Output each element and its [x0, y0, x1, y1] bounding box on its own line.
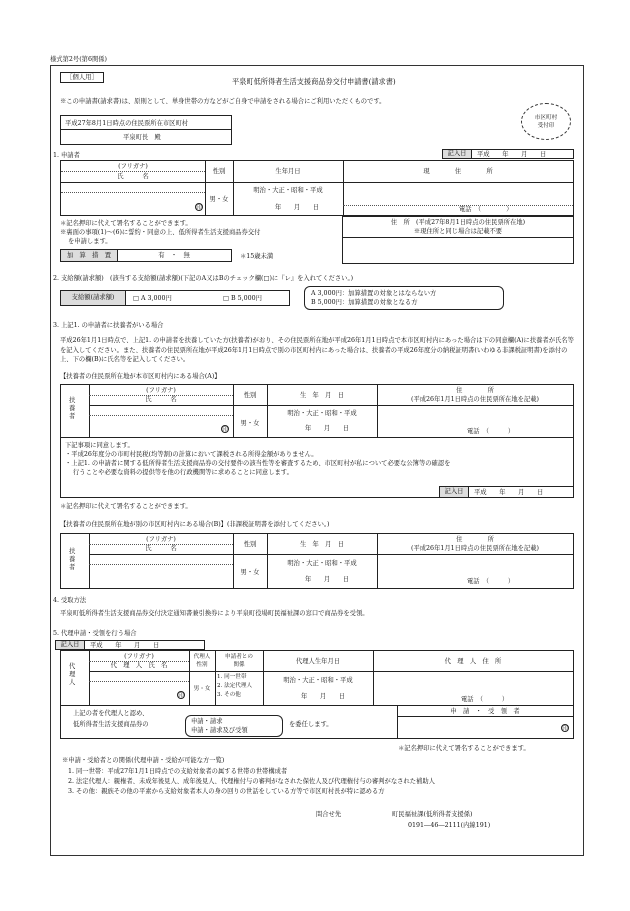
s3a-furigana-label: (フリガナ)	[146, 387, 176, 394]
stamp-label-2: 受付印	[537, 123, 555, 129]
addressee-box	[60, 115, 232, 145]
bonus-box	[60, 249, 232, 262]
s3a-sex-value[interactable]: 男・女	[240, 420, 260, 427]
amount-option-a[interactable]: □ A 3,000円	[133, 295, 172, 302]
relation-list-title: ※申請・受給者との関係(代理申請・受給が可能な方一覧)	[62, 757, 225, 764]
s5-ymd[interactable]: 年 月 日	[301, 693, 346, 700]
contact-department: 町民福祉課(低所得者支援係)	[392, 811, 473, 818]
s1-sex-label: 性別	[212, 168, 226, 175]
section3-explanation: 平成26年1月1日時点で、上記1. の申請者を扶養していた方(扶養者)がおり、その住民票所在地が平成26年1月1日時点で本市区町村内にあった場合は下の同意欄(A)に扶養者が氏名等を記入してください。また、扶養者の住民票所在地が平成26年1月1日時点で別の市区町村内にあった場合は、扶養者の平成26年度分の納税証明書(いわゆる非課税証明書)を添付の上、下の欄(B)に氏名等を記入してください。	[60, 337, 574, 363]
s3-entry-label: 記入日	[440, 487, 468, 497]
s1-address-label: 現 住 所	[423, 168, 493, 175]
consent-line-2: ・平成26年度分の市町村民税(均等割)の計算において課税される所得金額がありません。	[65, 451, 318, 458]
s5-furigana-label: (フリガナ)	[124, 653, 154, 660]
delegation-choice	[185, 715, 283, 737]
section3-heading: 3. 上記1. の申請者に扶養者がいる場合	[53, 322, 164, 329]
delegation-box	[60, 705, 574, 739]
s1-dob-label: 生年月日	[275, 168, 301, 175]
supporter-table-b	[60, 533, 574, 589]
s1-note-consent-2: を申請します。	[68, 238, 112, 245]
amount-label: 支給額(請求額)	[61, 291, 125, 305]
amount-box	[60, 290, 290, 306]
s3a-phone[interactable]: 電話 （ ）	[467, 428, 515, 435]
delegation-line-3: を委任します。	[289, 721, 333, 728]
consent-line-3: ・上記1. の申請者に関する低所得者生活支援商品券の交付要件の該当性等を審査するため、市区町村が私について必要な公簿等の確認を	[65, 460, 451, 467]
stamp-label: 市区町村	[534, 115, 558, 121]
s1-phone[interactable]: 電話 （ ）	[459, 206, 513, 213]
s3b-sex-label: 性別	[243, 541, 257, 548]
s3a-address-basis: (平成26年1月1日時点の住民票所在地を記載)	[411, 396, 539, 403]
amount-option-b[interactable]: □ B 5,000円	[223, 295, 262, 302]
section2-heading: 2. 支給額(請求額) (該当する支給額(請求額)(下記のA又はBのチェック欄(□)に『レ』を入れてください。)	[53, 275, 354, 282]
personal-tag: ［個人用］	[60, 72, 104, 83]
amount-notes	[304, 286, 504, 310]
s3b-phone[interactable]: 電話 （ ）	[467, 578, 515, 585]
supporter-label-a: 扶養者	[69, 397, 76, 420]
s5-entry-label: 記入日	[56, 641, 84, 649]
s3a-dob-label: 生 年 月 日	[299, 392, 345, 399]
s5-rel-option-2[interactable]: 2. 法定代理人	[217, 683, 253, 689]
basis-address-box	[342, 216, 574, 264]
relation-item-3: 3. その他：親族その他の平素から支給対象者本人の身の回りの世話をしている方等で市区町村長が特に認める方	[68, 788, 385, 795]
s5-entry-date-box	[55, 640, 205, 650]
supporter-label-b: 扶養者	[69, 548, 76, 571]
s1-ymd[interactable]: 年 月 日	[275, 204, 320, 211]
s3a-address-label: 住 所	[456, 387, 494, 394]
s5-address-label: 代 理 人 住 所	[444, 658, 502, 665]
consent-line-1: 下記事項に同意します。	[65, 442, 134, 449]
s5-entry-date[interactable]: 平成 年 月 日	[90, 642, 160, 649]
s3b-furigana-label: (フリガナ)	[146, 536, 176, 543]
s1-sex-value[interactable]: 男・女	[209, 196, 229, 203]
choice-apply-receive[interactable]: 申請・請求及び受領	[191, 727, 248, 734]
s5-name-label: 代 理 人 氏 名	[110, 662, 168, 669]
s3b-era[interactable]: 明治・大正・昭和・平成	[287, 560, 357, 567]
s5-sex-value[interactable]: 男・女	[193, 686, 211, 692]
section3-subheading-a: 【扶養者の住民票所在地が本市区町村内にある場合(A)】	[60, 373, 221, 380]
section1-heading: 1. 申請者	[53, 152, 80, 159]
s1-entry-date[interactable]: 平成 年 月 日	[477, 151, 547, 158]
s3a-era[interactable]: 明治・大正・昭和・平成	[287, 410, 357, 417]
s3-seal-note: ＊記名押印に代えて署名することができます。	[60, 503, 192, 510]
delegation-line-1: 上記の者を代理人と認め、	[73, 710, 149, 717]
basis-address-label: 住 所 (平成27年8月1日時点の住民票所在地)	[390, 219, 526, 226]
s3b-name-label: 氏 名	[145, 545, 177, 552]
s5-seal-note: ＊記名押印に代えて署名することができます。	[398, 745, 530, 752]
applicant-table	[60, 160, 574, 216]
s5-era[interactable]: 明治・大正・昭和・平成	[283, 677, 353, 684]
s1-note-consent: ※裏面の事項(1)～(6)に誓約・同意の上、低所得者生活支援商品券交付	[60, 229, 261, 236]
supporter-table-a	[60, 384, 574, 438]
s3a-sex-label: 性別	[243, 392, 257, 399]
s5-rel-label-1: 申請者との	[225, 654, 253, 660]
s3b-sex-value[interactable]: 男・女	[240, 569, 260, 576]
s5-rel-option-1[interactable]: 1. 同一世帯	[217, 674, 247, 680]
intro-note: ※この申請書(請求書)は、原則として、単身世帯の方などがご自身で申請をされる場合にご利用いただくものです。	[60, 98, 386, 105]
consent-line-4: 行うことや必要な資料の提供等を他の行政機関等に求めることに同意します。	[73, 469, 293, 476]
basis-address-note: ※現住所と同じ場合は記載不要	[413, 228, 503, 235]
s5-sex-label-2: 性別	[196, 662, 208, 668]
proxy-table	[60, 650, 574, 706]
s3b-ymd[interactable]: 年 月 日	[305, 576, 350, 583]
s3-entry-date[interactable]: 平成 年 月 日	[474, 489, 544, 496]
reception-stamp-box	[521, 103, 571, 140]
s3a-seal-mark: 印	[222, 427, 228, 433]
amount-note-a: A 3,000円：加算措置の対象とはならない方	[311, 290, 437, 297]
s5-rel-option-3[interactable]: 3. その他	[217, 692, 241, 698]
s5-dob-label: 代理人生年月日	[295, 658, 341, 665]
s1-era[interactable]: 明治・大正・昭和・平成	[253, 187, 323, 194]
s3b-address-label: 住 所	[456, 536, 494, 543]
section4-body: 平泉町低所得者生活支援商品券交付決定通知書兼引換券により平泉町役場町民福祉課の窓口で商品券を受領。	[60, 610, 369, 617]
page-title: 平泉町低所得者生活支援商品券交付申請書(請求書)	[232, 77, 396, 86]
s3a-name-label: 氏 名	[145, 396, 177, 403]
section4-heading: 4. 受取方法	[53, 597, 87, 604]
section5-heading: 5. 代理申請・受領を行う場合	[53, 630, 137, 637]
s1-entry-label: 記入日	[443, 150, 471, 158]
s3-entry-date-box	[439, 486, 573, 497]
relation-item-2: 2. 法定代理人：親権者、未成年後見人、成年後見人、代理権付与の審判がなされた保佐人及び代理権付与の審判がなされた補助人	[68, 778, 435, 785]
s3a-ymd[interactable]: 年 月 日	[305, 425, 350, 432]
form-number: 様式第2号(第6関係)	[50, 56, 108, 63]
s1-entry-date-box	[442, 149, 574, 159]
contact-phone: 0191―46―2111(内線191)	[408, 822, 491, 829]
s3b-dob-label: 生 年 月 日	[299, 541, 345, 548]
relation-item-1: 1. 同一世帯：平成27年1月1日時点での支給対象者の属する世帯の世帯構成者	[68, 768, 288, 775]
s5-applicant-seal: 印	[562, 726, 568, 732]
s3b-address-basis: (平成26年1月1日時点の住民票所在地を記載)	[411, 545, 539, 552]
s1-name-label: 氏 名	[117, 173, 149, 180]
s5-phone[interactable]: 電話 （ ）	[461, 696, 509, 703]
proxy-label: 代理人	[69, 663, 76, 686]
delegation-line-2: 低所得者生活支援商品券の	[73, 721, 149, 728]
applicant-receiver-label: 申 請 ・ 受 領 者	[450, 708, 520, 715]
s5-rel-label-2: 関係	[233, 662, 245, 668]
bonus-label: 加 算 措 置	[61, 250, 117, 261]
choice-apply[interactable]: 申請・請求	[191, 718, 223, 725]
amount-note-b: B 5,000円：加算措置の対象となる方	[311, 299, 418, 306]
consent-box	[60, 437, 574, 498]
s1-note-seal: ＊記名押印に代えて署名することができます。	[60, 220, 192, 227]
addressee-name: 平泉町長 殿	[123, 134, 161, 141]
s1-furigana-label: (フリガナ)	[118, 163, 148, 170]
section3-subheading-b: 【扶養者の住民票所在地が別の市区町村内にある場合(B)】(非課税証明書を添付してください。)	[60, 521, 330, 528]
bonus-options[interactable]: 有 ・ 無	[158, 252, 190, 259]
s5-seal-mark: 印	[178, 693, 184, 699]
contact-label: 問合せ先	[316, 811, 342, 818]
s5-sex-label-1: 代理人	[193, 654, 211, 660]
addressee-basis: 平成27年8月1日時点の住民票所在市区町村	[65, 120, 189, 127]
bonus-note: ＊15歳未満	[240, 253, 274, 260]
s1-seal-mark: 印	[196, 205, 202, 211]
